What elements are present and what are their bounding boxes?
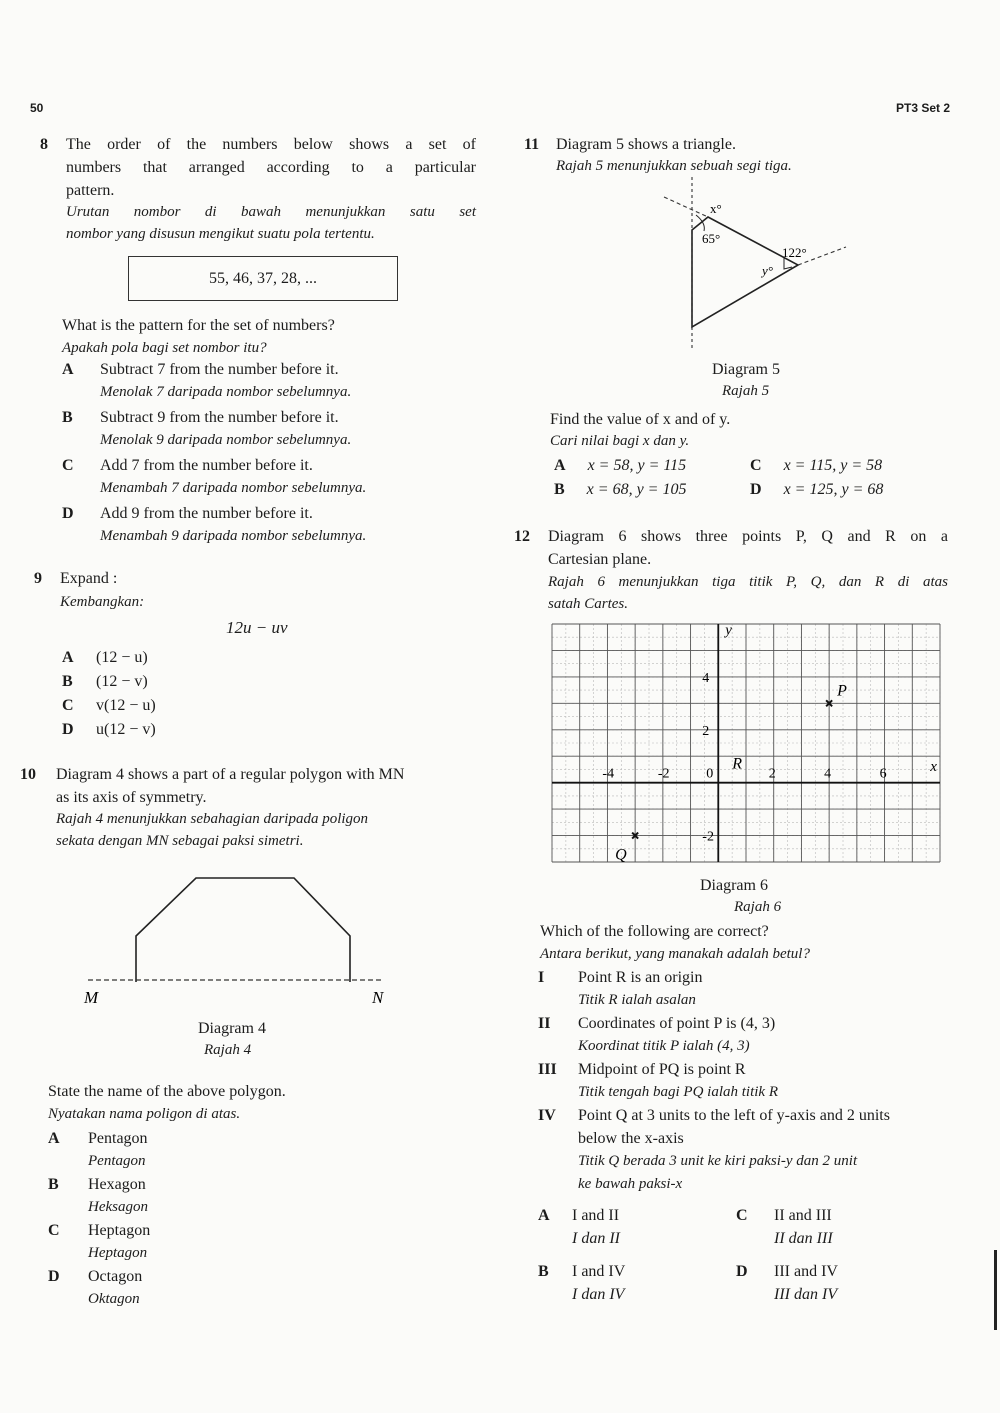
q11-option-letter: D — [750, 481, 762, 498]
q11-option-letter: C — [750, 457, 762, 474]
q11-options — [554, 454, 954, 504]
angle-122-label: 122° — [782, 245, 807, 260]
diagram5-caption-ms: Rajah 5 — [722, 383, 770, 399]
q12-stem — [548, 525, 948, 571]
q8-options — [62, 358, 482, 550]
q12-question-ms: Antara berikut, yang manakah adalah betul? — [540, 946, 810, 962]
q8-option-en: Subtract 7 from the number before it. — [100, 361, 339, 378]
q10-option-d[interactable] — [48, 1265, 348, 1311]
q9-option-text: (12 − v) — [96, 673, 148, 690]
q8-option-en: Add 7 from the number before it. — [100, 457, 313, 474]
scan-edge — [994, 1250, 997, 1330]
q12-text-ms-2: satah Cartes. — [548, 596, 629, 612]
q12-option-letter: B — [538, 1263, 549, 1280]
q9-text-en: Expand : — [60, 570, 118, 587]
q11-text-ms: Rajah 5 menunjukkan sebuah segi tiga. — [556, 158, 792, 174]
q8-sequence-box — [128, 256, 398, 301]
q8-question-ms: Apakah pola bagi set nombor itu? — [62, 340, 267, 356]
y-tick-label: 4 — [702, 670, 710, 686]
statement-roman: I — [538, 969, 545, 986]
statement-ms-2: ke bawah paksi-x — [578, 1176, 683, 1192]
q9-option-letter: B — [62, 673, 73, 690]
q10-options — [48, 1127, 348, 1311]
q12-statement-4 — [538, 1104, 958, 1198]
q12-statements — [538, 966, 958, 1198]
q11-option-letter: A — [554, 457, 566, 474]
q12-statement-1 — [538, 966, 958, 1012]
q8-text-en-3: pattern. — [66, 182, 115, 199]
q8-text-en-2: numbers that arranged according to a particular — [66, 159, 476, 176]
y-tick-label: 2 — [702, 723, 710, 739]
q12-statement-2 — [538, 1012, 958, 1058]
x-tick-label: -4 — [602, 766, 615, 782]
q8-text-ms-2: nombor yang disusun mengikut suatu pola tertentu. — [66, 226, 375, 242]
q10-text-ms-1: Rajah 4 menunjukkan sebahagian daripada poligon — [56, 811, 369, 827]
q10-text-en-2: as its axis of symmetry. — [56, 789, 207, 806]
angle-65-label: 65° — [702, 231, 721, 246]
q11-option-text: x = 58, y = 115 — [587, 457, 687, 474]
q11-option-letter: B — [554, 481, 565, 498]
q10-number: 10 — [20, 766, 36, 783]
q11-option-text: x = 68, y = 105 — [586, 481, 687, 498]
x-axis-label: x — [930, 758, 937, 775]
q9-option-b[interactable] — [62, 670, 362, 694]
q8-text-ms-1: Urutan nombor di bawah menunjukkan satu set — [66, 204, 476, 220]
q12-option-en: II and III — [774, 1207, 832, 1224]
q11-question-en: Find the value of x and of y. — [550, 411, 731, 428]
q12-statement-3 — [538, 1058, 958, 1104]
q12-option-en: I and II — [572, 1207, 620, 1224]
q10-stem — [56, 763, 476, 809]
diagram4-caption-ms: Rajah 4 — [204, 1042, 252, 1058]
q8-option-ms: Menambah 9 daripada nombor sebelumnya. — [100, 528, 367, 544]
y-axis-label: y — [725, 622, 732, 639]
label-m: M — [84, 988, 99, 1007]
x-tick-label: 6 — [879, 766, 887, 782]
statement-roman: II — [538, 1015, 551, 1032]
q10-option-en: Hexagon — [88, 1176, 146, 1193]
q8-option-ms: Menambah 7 daripada nombor sebelumnya. — [100, 480, 367, 496]
q8-option-letter: A — [62, 361, 74, 378]
triangle-diagram — [660, 175, 860, 355]
q10-option-en: Heptagon — [88, 1222, 151, 1239]
x-tick-label: 4 — [824, 766, 832, 782]
q12-option-ms: I dan IV — [572, 1286, 625, 1303]
q8-option-ms: Menolak 9 daripada nombor sebelumnya. — [100, 432, 352, 448]
statement-roman: III — [538, 1061, 557, 1078]
q10-option-letter: B — [48, 1176, 59, 1193]
q12-text-en-1: Diagram 6 shows three points P, Q and R on a — [548, 528, 948, 545]
y-tick-label: -2 — [702, 829, 714, 845]
q9-option-letter: D — [62, 721, 74, 738]
q9-text-ms: Kembangkan: — [60, 594, 145, 610]
q12-option-ms: I dan II — [572, 1230, 620, 1247]
q8-option-ms: Menolak 7 daripada nombor sebelumnya. — [100, 384, 352, 400]
q10-option-b[interactable] — [48, 1173, 348, 1219]
x-tick-label: 2 — [768, 766, 776, 782]
q10-option-ms: Pentagon — [88, 1153, 146, 1169]
x-tick-label: -2 — [657, 766, 670, 782]
q10-option-en: Octagon — [88, 1268, 143, 1285]
data-points — [615, 682, 847, 863]
statement-en: Midpoint of PQ is point R — [578, 1061, 746, 1078]
q10-option-en: Pentagon — [88, 1130, 148, 1147]
polygon-outline — [136, 878, 350, 982]
q8-option-b[interactable] — [62, 406, 482, 454]
q9-option-letter: A — [62, 649, 74, 666]
set-label: PT3 Set 2 — [896, 101, 951, 115]
q8-option-d[interactable] — [62, 502, 482, 550]
q12-question-en: Which of the following are correct? — [540, 923, 769, 940]
q10-question-en: State the name of the above polygon. — [48, 1083, 286, 1100]
q10-option-ms: Oktagon — [88, 1291, 140, 1307]
q9-options — [62, 646, 362, 742]
q9-option-d[interactable] — [62, 718, 362, 742]
q10-option-letter: C — [48, 1222, 60, 1239]
q12-option-en: III and IV — [774, 1263, 838, 1280]
diagram6-caption-en: Diagram 6 — [700, 877, 768, 894]
q12-option-letter: C — [736, 1207, 748, 1224]
q8-option-letter: D — [62, 505, 74, 522]
q8-option-c[interactable] — [62, 454, 482, 502]
q9-option-text: v(12 − u) — [96, 697, 156, 714]
extension-line-left — [664, 197, 708, 217]
q8-sequence: 55, 46, 37, 28, ... — [209, 269, 317, 287]
q11-option-c[interactable] — [750, 454, 882, 477]
q8-option-en: Subtract 9 from the number before it. — [100, 409, 339, 426]
q8-option-letter: C — [62, 457, 74, 474]
q8-stem — [66, 133, 476, 202]
q10-question-ms: Nyatakan nama poligon di atas. — [48, 1106, 241, 1122]
x-tick-label: 0 — [706, 766, 714, 782]
q9-option-c[interactable] — [62, 694, 362, 718]
statement-en: Coordinates of point P is (4, 3) — [578, 1015, 776, 1032]
q8-option-en: Add 9 from the number before it. — [100, 505, 313, 522]
tick-labels — [602, 623, 937, 845]
q11-number: 11 — [524, 136, 540, 153]
q10-stem-ms — [56, 808, 476, 852]
statement-en-2: below the x-axis — [578, 1130, 684, 1147]
q9-expression: 12u − uv — [226, 618, 288, 637]
label-n: N — [372, 988, 384, 1007]
q11-question-ms: Cari nilai bagi x dan y. — [550, 433, 690, 449]
diagram4-caption-en: Diagram 4 — [198, 1020, 266, 1037]
q8-text-en-1: The order of the numbers below shows a set of — [66, 136, 476, 153]
statement-roman: IV — [538, 1107, 556, 1124]
angle-x-label: x° — [710, 201, 722, 216]
q11-option-d[interactable] — [750, 478, 883, 501]
q8-number: 8 — [40, 136, 48, 153]
statement-ms: Koordinat titik P ialah (4, 3) — [578, 1038, 750, 1054]
q12-text-en-2: Cartesian plane. — [548, 551, 652, 568]
diagram5-caption-en: Diagram 5 — [712, 361, 780, 378]
page-number: 50 — [30, 101, 44, 115]
angle-y-label: y° — [762, 263, 773, 278]
q11-option-b[interactable] — [554, 478, 686, 501]
q10-option-a[interactable] — [48, 1127, 348, 1173]
q12-option-ms: II dan III — [774, 1230, 833, 1247]
q9-option-a[interactable] — [62, 646, 362, 670]
q9-option-letter: C — [62, 697, 74, 714]
statement-en: Point Q at 3 units to the left of y-axis and 2 units — [578, 1107, 890, 1124]
q11-text-en: Diagram 5 shows a triangle. — [556, 136, 736, 153]
point-label-r: R — [732, 755, 743, 773]
q12-stem-ms — [548, 571, 948, 615]
q8-option-letter: B — [62, 409, 73, 426]
q12-option-en: I and IV — [572, 1263, 626, 1280]
q12-options — [538, 1204, 958, 1314]
diagram6-caption-ms: Rajah 6 — [734, 899, 782, 915]
q10-option-ms: Heksagon — [88, 1199, 148, 1215]
statement-ms: Titik R ialah asalan — [578, 992, 696, 1008]
q11-option-a[interactable] — [554, 454, 686, 477]
q8-question-en: What is the pattern for the set of numbers? — [62, 317, 335, 334]
q11-option-text: x = 115, y = 58 — [783, 457, 883, 474]
q9-option-text: (12 − u) — [96, 649, 148, 666]
q10-text-ms-2: sekata dengan MN sebagai paksi simetri. — [56, 833, 304, 849]
q12-text-ms-1: Rajah 6 menunjukkan tiga titik P, Q, dan R di atas — [548, 574, 948, 590]
q12-option-letter: A — [538, 1207, 550, 1224]
point-label-q: Q — [615, 846, 627, 864]
q9-number: 9 — [34, 570, 42, 587]
q12-option-ms: III dan IV — [774, 1286, 838, 1303]
q12-number: 12 — [514, 528, 530, 545]
polygon-diagram — [60, 860, 420, 1020]
q10-option-ms: Heptagon — [88, 1245, 148, 1261]
point-label-p: P — [837, 682, 847, 700]
cartesian-chart — [546, 618, 946, 868]
statement-ms: Titik tengah bagi PQ ialah titik R — [578, 1084, 778, 1100]
statement-ms: Titik Q berada 3 unit ke kiri paksi-y dan 2 unit — [578, 1153, 858, 1169]
statement-en: Point R is an origin — [578, 969, 703, 986]
q10-option-letter: D — [48, 1268, 60, 1285]
q9-option-text: u(12 − v) — [96, 721, 156, 738]
q12-option-letter: D — [736, 1263, 748, 1280]
q10-text-en-1: Diagram 4 shows a part of a regular polygon with MN — [56, 766, 405, 783]
q8-option-a[interactable] — [62, 358, 482, 406]
q10-option-c[interactable] — [48, 1219, 348, 1265]
q8-stem-ms — [66, 201, 476, 245]
q10-option-letter: A — [48, 1130, 60, 1147]
q11-option-text: x = 125, y = 68 — [783, 481, 884, 498]
